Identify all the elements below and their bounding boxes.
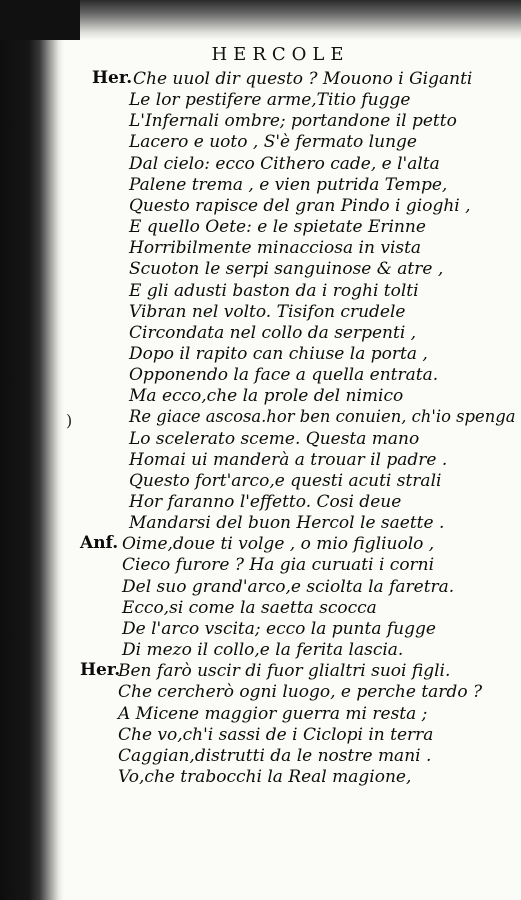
verse-line: A Micene maggior guerra mi resta ; <box>118 703 428 724</box>
verse-line: Che vo,ch'i sassi de i Ciclopi in terra <box>118 724 434 745</box>
verse-line: Di mezo il collo,e la ferita lascia. <box>122 640 404 661</box>
verse-line: E quello Oete: e le spietate Erinne <box>129 217 426 238</box>
verse-line: Ecco,si come la saetta scocca <box>122 597 377 618</box>
running-head: HERCOLE <box>211 44 350 65</box>
verse-line: Opponendo la face a quella entrata. <box>129 365 439 386</box>
book-gutter-shadow <box>0 0 64 900</box>
verse-line: Questo fort'arco,e questi acuti strali <box>129 470 442 491</box>
verse-line: Vibran nel volto. Tisifon crudele <box>129 301 406 322</box>
speaker-label: Anf. <box>80 533 119 554</box>
verse-line: Cieco furore ? Ha gia curuati i corni <box>122 555 435 576</box>
page-corner-shadow <box>0 0 80 40</box>
verse-line: Che uuol dir questo ? Mouono i Giganti <box>133 69 473 89</box>
verse-line: Scuoton le serpi sanguinose & atre , <box>129 259 444 280</box>
verse-line: Questo rapisce del gran Pindo i gioghi , <box>129 195 471 216</box>
verse-line: Palene trema , e vien putrida Tempe, <box>129 174 448 195</box>
margin-mark: ) <box>66 411 73 430</box>
verse-line: E gli adusti baston da i roghi tolti <box>129 280 419 301</box>
verse-line: Mandarsi del buon Hercol le saette . <box>129 513 445 534</box>
speaker-label: Her. <box>92 68 133 88</box>
verse-line: Circondata nel collo da serpenti , <box>129 322 417 343</box>
verse-line: Che cercherò ogni luogo, e perche tardo ? <box>118 682 483 703</box>
verse-line: Hor faranno l'effetto. Cosi deue <box>129 492 402 512</box>
verse-line: Del suo grand'arco,e sciolta la faretra. <box>122 576 455 597</box>
verse-line: Ben farò uscir di fuor glialtri suoi figli. <box>118 661 451 682</box>
verse-line: Caggian,distrutti da le nostre mani . <box>118 745 432 766</box>
verse-line: Oime,doue ti volge , o mio figliuolo , <box>122 534 435 555</box>
verse-line: Homai ui manderà a trouar il padre . <box>129 449 448 470</box>
verse-line: Re giace ascosa.hor ben conuien, ch'io spenga <box>129 407 516 428</box>
verse-line: Lacero e uoto , S'è fermato lunge <box>129 132 417 153</box>
verse-line: Vo,che trabocchi la Real magione, <box>118 766 412 787</box>
speaker-label: Her. <box>80 660 121 681</box>
verse-line: De l'arco vscita; ecco la punta fugge <box>122 618 436 639</box>
verse-line: Horribilmente minacciosa in vista <box>129 238 422 259</box>
verse-line: Dal cielo: ecco Cithero cade, e l'alta <box>129 153 440 174</box>
verse-line: Ma ecco,che la prole del nimico <box>129 386 404 407</box>
verse-line: Dopo il rapito can chiuse la porta , <box>129 343 428 364</box>
verse-line: Lo scelerato sceme. Questa mano <box>129 428 420 449</box>
verse-line: L'Infernali ombre; portandone il petto <box>129 111 457 132</box>
verse-line: Le lor pestifere arme,Titio fugge <box>129 90 411 111</box>
